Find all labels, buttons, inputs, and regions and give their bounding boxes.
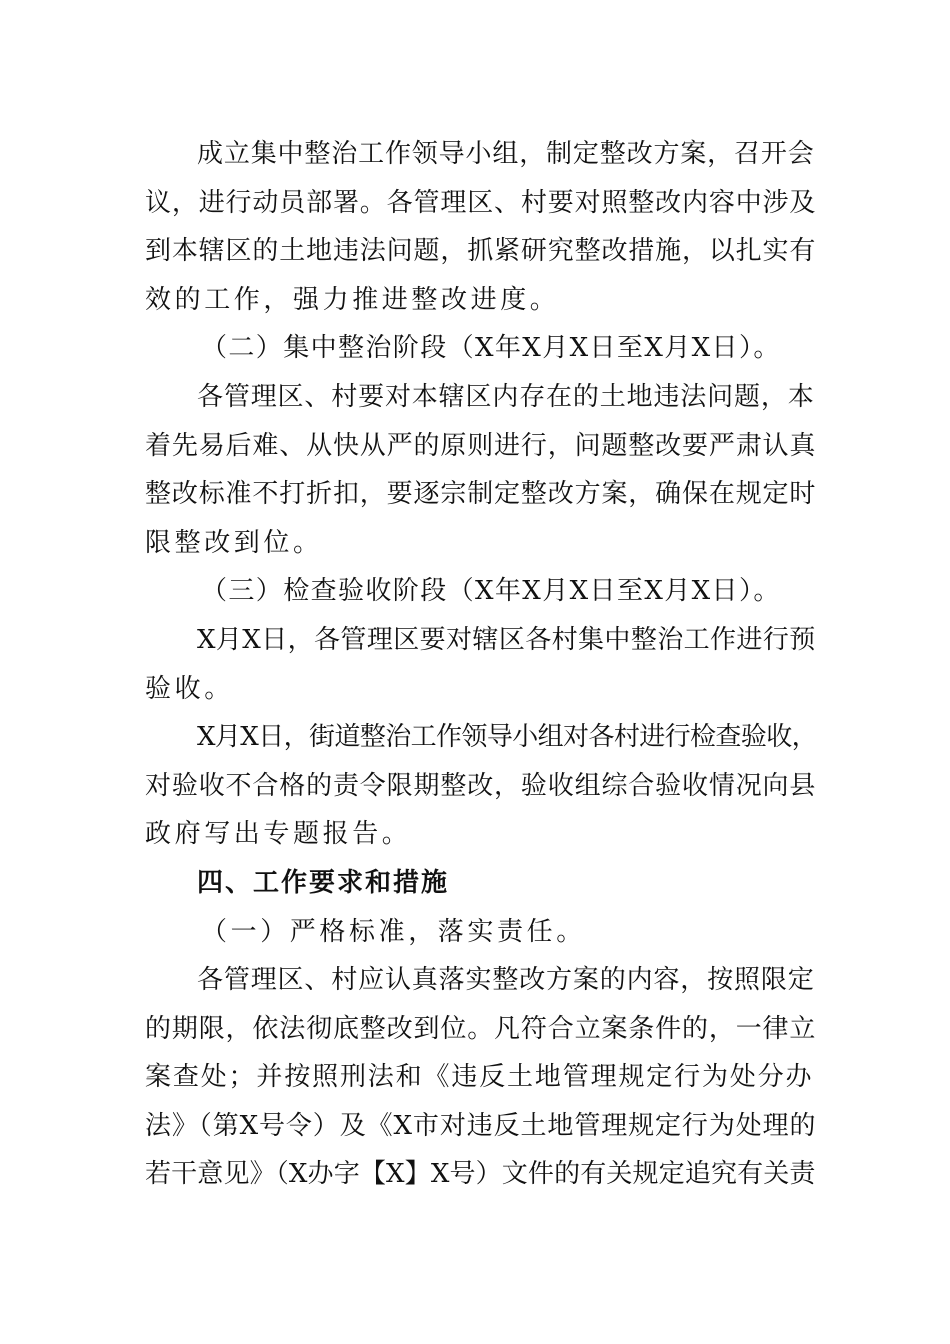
paragraph-line: 的期限，依法彻底整改到位。凡符合立案条件的，一律立 [145,1013,817,1044]
body-text [145,130,817,1199]
paragraph-line: 整改标准不打折扣，要逐宗制定整改方案，确保在规定时 [145,479,817,510]
paragraph-line: 着先易后难、从快从严的原则进行，问题整改要严肃认真 [145,430,817,461]
paragraph-line: 若干意见》（X办字【X】X号）文件的有关规定追究有关责 [145,1159,816,1190]
paragraph-line: 政府写出专题报告。 [145,819,412,850]
paragraph-line: X月X日，街道整治工作领导小组对各村进行检查验收， [197,722,818,753]
paragraph-line: X月X日，各管理区要对辖区各村集中整治工作进行预 [197,624,816,655]
paragraph-line: 到本辖区的土地违法问题，抓紧研究整改措施，以扎实有 [145,236,817,267]
paragraph-line: 各管理区、村应认真落实整改方案的内容，按照限定 [197,965,815,996]
subsection-heading: （三）检查验收阶段（X年X月X日至X月X日）。 [201,576,781,607]
paragraph-line: 法》（第X号令）及《X市对违反土地管理规定行为处理的 [145,1110,817,1141]
paragraph-line: 各管理区、村要对本辖区内存在的土地违法问题，本 [197,381,815,412]
paragraph-line: 验收。 [145,673,234,704]
paragraph-line: 案查处；并按照刑法和《违反土地管理规定行为处分办 [145,1062,814,1093]
subsection-heading: （二）集中整治阶段（X年X月X日至X月X日）。 [201,333,781,364]
subsection-heading: （一）严格标准，落实责任。 [201,916,586,947]
paragraph-line: 议，进行动员部署。各管理区、村要对照整改内容中涉及 [145,187,817,218]
paragraph-line: 限整改到位。 [145,527,323,558]
paragraph-line: 效的工作，强力推进整改进度。 [145,284,560,315]
section-heading: 四、工作要求和措施 [197,867,450,898]
paragraph-line: 成立集中整治工作领导小组，制定整改方案，召开会 [197,139,815,169]
paragraph-line: 对验收不合格的责令限期整改，验收组综合验收情况向县 [145,770,817,801]
